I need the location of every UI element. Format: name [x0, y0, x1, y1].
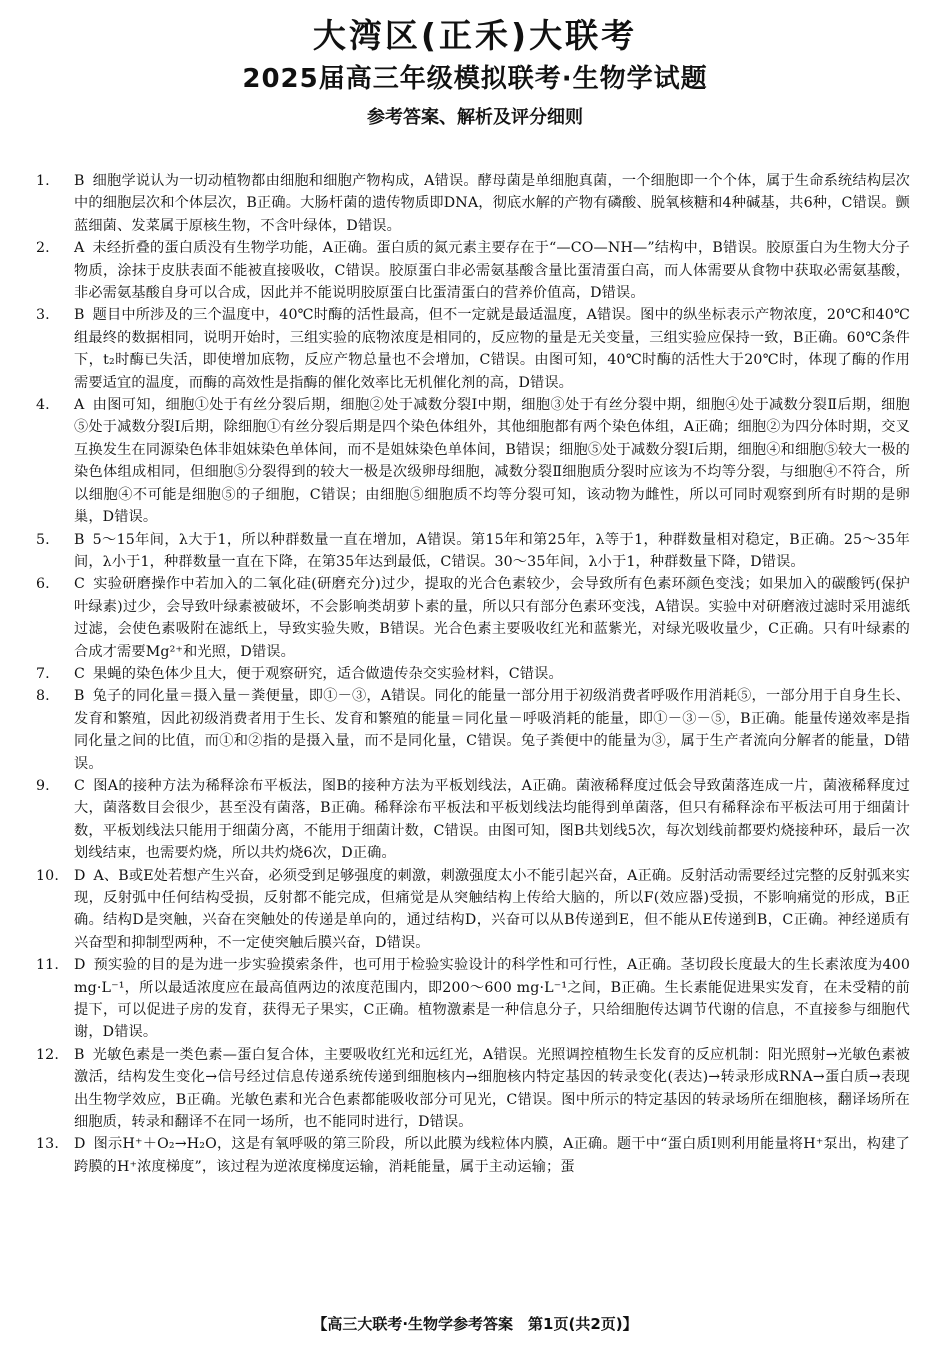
answer-explanation: 5～15年间，λ大于1，所以种群数量一直在增加，A错误。第15年和第25年，λ等于1，种群数量相对稳定，B正确。25～35年间，λ小于1，种群数量一直在下降，在第35年达到最低，C错误。30～35年间，λ小于1，种群数量下降，D错误。 [74, 531, 910, 570]
answer-item [36, 775, 910, 865]
answer-item [36, 304, 910, 394]
answer-key: D [74, 867, 86, 884]
answer-key: A [74, 397, 85, 414]
answer-explanation: 图示H⁺＋O₂→H₂O，这是有氧呼吸的第三阶段，所以此膜为线粒体内膜，A正确。题干中“蛋白质Ⅰ则利用能量将H⁺泵出，构建了跨膜的H⁺浓度梯度”，该过程为逆浓度梯度运输，消耗能量，属于主动运输；蛋 [74, 1136, 910, 1175]
answer-item [36, 663, 910, 685]
question-number: 11. [36, 957, 60, 974]
question-number: 8. [36, 688, 50, 705]
question-number: 3. [36, 307, 50, 324]
exam-subtitle: 2025届高三年级模拟联考·生物学试题 [242, 64, 708, 94]
answer-explanation: 兔子的同化量＝摄入量－粪便量，即①－③，A错误。同化的能量一部分用于初级消费者呼吸作用消耗⑤，一部分用于自身生长、发育和繁殖，因此初级消费者用于生长、发育和繁殖的能量＝同化量－呼吸消耗的能量，即①－③－⑤，B正确。能量传递效率是指同化量之间的比值，而①和②指的是摄入量，而不是同化量，C错误。兔子粪便中的能量为③，属于生产者流向分解者的能量，D错误。 [74, 688, 910, 772]
question-number: 12. [36, 1046, 60, 1063]
answer-key: D [74, 957, 86, 974]
answer-item [36, 394, 910, 528]
answer-explanation: 实验研磨操作中若加入的二氧化硅(研磨充分)过少，提取的光合色素较少，会导致所有色素环颜色变浅；如果加入的碳酸钙(保护叶绿素)过少，会导致叶绿素被破坏，不会影响类胡萝卜素的量，所以只有部分色素环变浅，A错误。实验中对研磨液过滤时采用滤纸过滤，会使色素吸附在滤纸上，导致实验失败，B错误。光合色素主要吸收红光和蓝紫光，对绿光吸收量少，C正确。只有叶绿素的合成才需要Mg²⁺和光照，D错误。 [74, 576, 910, 660]
answer-key: B [74, 688, 85, 705]
answer-item [36, 1044, 910, 1134]
question-number: 9. [36, 777, 50, 794]
question-number: 13. [36, 1136, 60, 1153]
answer-explanation: 光敏色素是一类色素—蛋白复合体，主要吸收红光和远红光，A错误。光照调控植物生长发育的反应机制：阳光照射→光敏色素被激活，结构发生变化→信号经过信息传递系统传递到细胞核内→细胞核内特定基因的转录变化(表达)→转录形成RNA→蛋白质→表现出生物学效应，B正确。光敏色素和光合色素都能吸收部分可见光，C错误。图中所示的特定基因的转录场所在细胞核，翻译场所在细胞质，转录和翻译不在同一场所，也不能同时进行，D错误。 [74, 1046, 910, 1131]
answer-explanation: 图A的接种方法为稀释涂布平板法，图B的接种方法为平板划线法，A正确。菌液稀释度过低会导致菌落连成一片，菌液稀释度过大，菌落数目会很少，甚至没有菌落，B正确。稀释涂布平板法和平板划线法均能得到单菌落，但只有稀释涂布平板法可用于细菌计数，平板划线法只能用于细菌分离，不能用于细菌计数，C错误。由图可知，图B共划线5次，每次划线前都要灼烧接种环，最后一次划线结束，也需要灼烧，所以共灼烧6次，D正确。 [74, 777, 910, 862]
question-number: 4. [36, 397, 50, 414]
answer-key: C [74, 777, 86, 794]
answer-key: B [74, 173, 85, 189]
answer-item [36, 685, 910, 775]
page-footer: 【高三大联考·生物学参考答案 第1页(共2页)】 [312, 1315, 638, 1333]
exam-title: 大湾区(正禾)大联考 [312, 16, 638, 55]
answer-item [36, 237, 910, 304]
answer-key: B [74, 1046, 85, 1063]
question-number: 10. [36, 867, 60, 884]
question-number: 1. [36, 173, 50, 189]
question-number: 7. [36, 665, 50, 682]
answer-key: A [74, 240, 85, 257]
answer-key: C [74, 576, 86, 593]
answer-item [36, 865, 910, 955]
answer-explanation: 由图可知，细胞①处于有丝分裂后期，细胞②处于减数分裂Ⅰ中期，细胞③处于有丝分裂中期，细胞④处于减数分裂Ⅱ后期，细胞⑤处于减数分裂Ⅰ后期，除细胞①有丝分裂后期是四个染色体组外，其他细胞都有两个染色体组，A正确；细胞②为四分体时期，交叉互换发生在同源染色体非姐妹染色单体间，而不是姐妹染色单体间，B错误；细胞⑤处于减数分裂Ⅰ后期，细胞④和细胞⑤较大一极的染色体组成相同，但细胞⑤分裂得到的较大一极是次级卵母细胞，减数分裂Ⅱ细胞质分裂时应该为不均等分裂，与细胞④不符合，所以细胞④不可能是细胞⑤的子细胞，C错误；由细胞⑤细胞质不均等分裂可知，该动物为雌性，所以可同时观察到所有时期的是卵巢，D错误。 [74, 397, 910, 526]
answer-item [36, 529, 910, 574]
answer-explanation: 细胞学说认为一切动植物都由细胞和细胞产物构成，A错误。酵母菌是单细胞真菌，一个细胞即一个个体，属于生命系统结构层次中的细胞层次和个体层次，B正确。大肠杆菌的遗传物质即DNA，彻底水解的产物有磷酸、脱氧核糖和4种碱基，共6种，C错误。颤蓝细菌、发菜属于原核生物，不含叶绿体，D错误。 [74, 173, 910, 234]
question-number: 2. [36, 240, 50, 257]
answer-key: B [74, 531, 85, 548]
answer-explanation: 果蝇的染色体少且大，便于观察研究，适合做遗传杂交实验材料，C错误。 [93, 665, 563, 682]
answer-key-heading: 参考答案、解析及评分细则 [367, 107, 583, 128]
question-number: 6. [36, 576, 50, 593]
answer-item [36, 170, 910, 237]
answer-explanation: 预实验的目的是为进一步实验摸索条件，也可用于检验实验设计的科学性和可行性，A正确。茎切段长度最大的生长素浓度为400 mg·L⁻¹，所以最适浓度应在最高值两边的浓度范围内，即200～600 mg·L⁻¹之间，B正确。生长素能促进果实发育，在未受精的前提下，可以促进子房的发育，获得无子果实，C正确。植物激素是一种信息分子，只给细胞传达调节代谢的信息，不直接参与细胞代谢，D错误。 [74, 957, 910, 1041]
answer-item [36, 954, 910, 1044]
answer-explanation: 未经折叠的蛋白质没有生物学功能，A正确。蛋白质的氮元素主要存在于“—CO—NH—”结构中，B错误。胶原蛋白为生物大分子物质，涂抹于皮肤表面不能被直接吸收，C错误。胶原蛋白非必需氨基酸含量比蛋清蛋白高，而人体需要从食物中获取必需氨基酸，非必需氨基酸自身可以合成，因此并不能说明胶原蛋白比蛋清蛋白的营养价值高，D错误。 [74, 240, 910, 302]
answer-explanation: 题目中所涉及的三个温度中，40℃时酶的活性最高，但不一定就是最适温度，A错误。图中的纵坐标表示产物浓度，20℃和40℃组最终的数据相同，说明开始时，三组实验的底物浓度是相同的，反应物的量是无关变量，三组实验应保持一致，B正确。60℃条件下，t₂时酶已失活，即使增加底物，反应产物总量也不会增加，C错误。由图可知，40℃时酶的活性大于20℃时，体现了酶的作用需要适宜的温度，而酶的高效性是指酶的催化效率比无机催化剂的高，D错误。 [74, 307, 910, 391]
answer-key: D [74, 1136, 86, 1153]
answer-explanation: A、B或E处若想产生兴奋，必须受到足够强度的刺激，刺激强度太小不能引起兴奋，A正确。反射活动需要经过完整的反射弧来实现，反射弧中任何结构受损，反射都不能完成，但痛觉是从突触结构上传给大脑的，所以F(效应器)受损，不影响痛觉的形成，B正确。结构D是突触，兴奋在突触处的传递是单向的，通过结构D，兴奋可以从B传递到E，但不能从E传递到B，C正确。神经递质有兴奋型和抑制型两种，不一定使突触后膜兴奋，D错误。 [74, 867, 910, 951]
answer-item [36, 1133, 910, 1178]
answer-key: C [74, 665, 86, 682]
question-number: 5. [36, 531, 50, 548]
answer-key: B [74, 307, 85, 324]
answer-item [36, 573, 910, 663]
answer-list [36, 170, 910, 1178]
